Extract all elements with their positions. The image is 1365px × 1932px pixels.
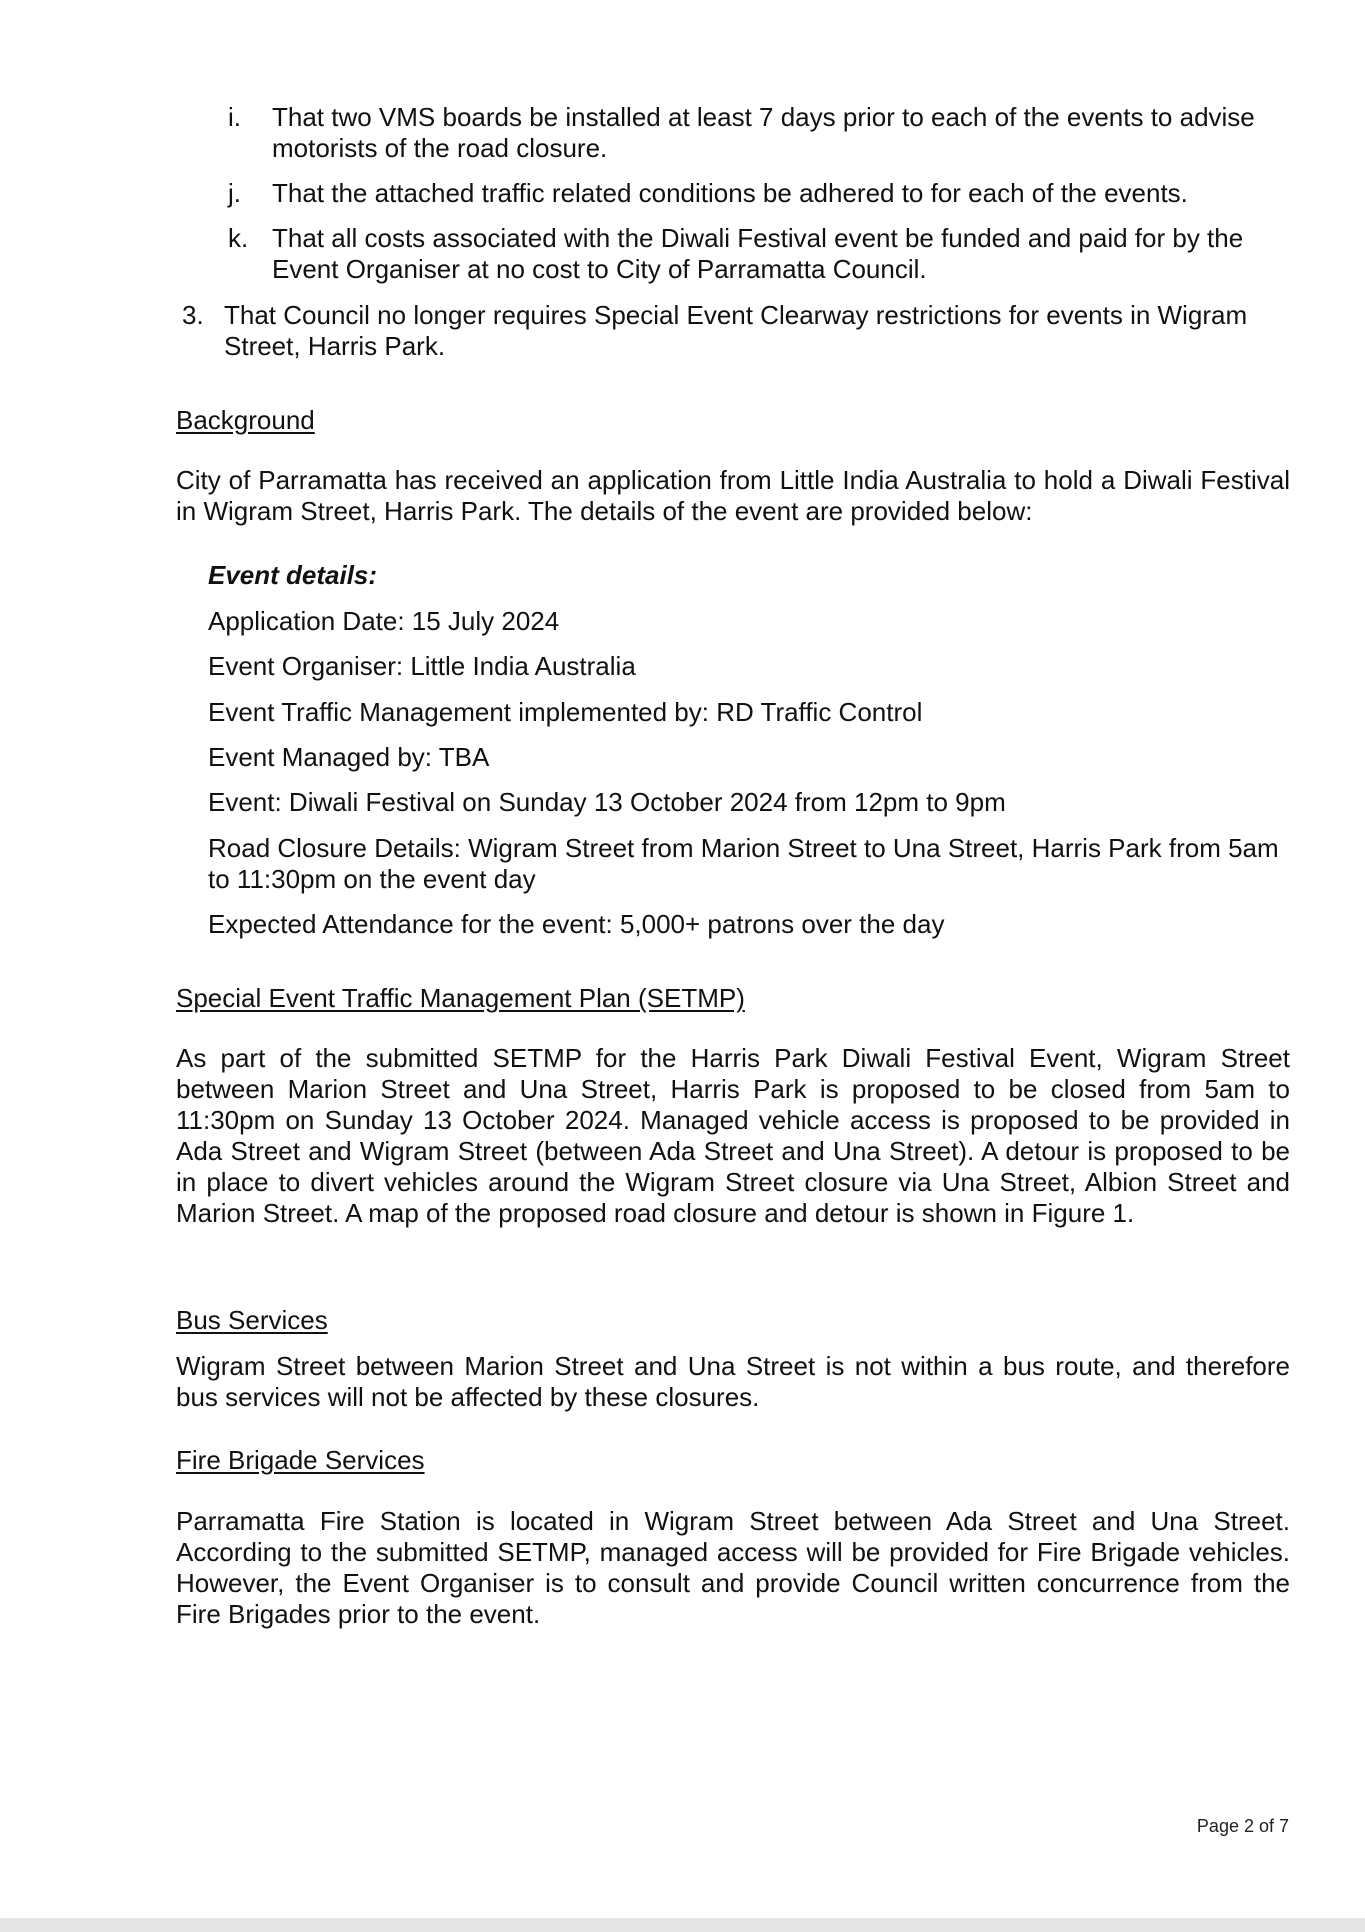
- event-detail-application-date: Application Date: 15 July 2024: [208, 606, 560, 636]
- event-detail-traffic-management: Event Traffic Management implemented by: RD Traffic Control: [208, 697, 923, 727]
- condition-marker: k.: [228, 223, 249, 253]
- recommendation-item-3: [182, 300, 1290, 362]
- event-detail-event: Event: Diwali Festival on Sunday 13 October 2024 from 12pm to 9pm: [208, 787, 1006, 817]
- event-details-title: Event details:: [208, 560, 378, 590]
- condition-text: That all costs associated with the Diwali Festival event be funded and paid for by the Event Organiser at no cost to City of Parramatta Council.: [272, 223, 1244, 284]
- condition-item-k: [228, 223, 1290, 285]
- recommendation-text: That Council no longer requires Special Event Clearway restrictions for events in Wigram Street, Harris Park.: [224, 300, 1248, 361]
- condition-text: That the attached traffic related conditions be adhered to for each of the events.: [272, 178, 1188, 208]
- condition-marker: i.: [228, 102, 241, 132]
- condition-marker: j.: [228, 178, 241, 208]
- bus-services-paragraph: Wigram Street between Marion Street and Una Street is not within a bus route, and therefore bus services will not be affected by these closures.: [176, 1351, 1290, 1412]
- recommendation-marker: 3.: [182, 300, 204, 330]
- background-paragraph: City of Parramatta has received an application from Little India Australia to hold a Diwali Festival in Wigram Street, Harris Park. The details of the event are provided below:: [176, 465, 1290, 526]
- page-number: Page 2 of 7: [1196, 1816, 1289, 1836]
- fire-brigade-heading: Fire Brigade Services: [176, 1445, 425, 1475]
- condition-item-i: [228, 102, 1290, 164]
- event-detail-managed-by: Event Managed by: TBA: [208, 742, 490, 772]
- setmp-heading: Special Event Traffic Management Plan (SETMP): [176, 983, 745, 1013]
- setmp-paragraph: As part of the submitted SETMP for the Harris Park Diwali Festival Event, Wigram Street between Marion Street and Una Street, Harris Park is proposed to be closed from 5am to 11:30pm on Sunday 13 October 2024. Managed vehicle access is proposed to be provided in Ada Street and Wigram Street (between Ada Street and Una Street). A detour is proposed to be in place to divert vehicles around the Wigram Street closure via Una Street, Albion Street and Marion Street. A map of the proposed road closure and detour is shown in Figure 1.: [176, 1043, 1290, 1228]
- bus-services-heading: Bus Services: [176, 1305, 328, 1335]
- fire-brigade-paragraph: Parramatta Fire Station is located in Wigram Street between Ada Street and Una Street. According to the submitted SETMP, managed access will be provided for Fire Brigade vehicles. However, the Event Organiser is to consult and provide Council written concurrence from the Fire Brigades prior to the event.: [176, 1506, 1290, 1629]
- event-detail-road-closure: Road Closure Details: Wigram Street from Marion Street to Una Street, Harris Park from 5am to 11:30pm on the event day: [208, 833, 1279, 894]
- event-detail-attendance: Expected Attendance for the event: 5,000+ patrons over the day: [208, 909, 945, 939]
- event-detail-organiser: Event Organiser: Little India Australia: [208, 651, 636, 681]
- condition-text: That two VMS boards be installed at least 7 days prior to each of the events to advise motorists of the road closure.: [272, 102, 1255, 163]
- background-heading: Background: [176, 405, 315, 435]
- page-bottom-edge: [0, 1918, 1365, 1932]
- condition-item-j: [228, 178, 1290, 209]
